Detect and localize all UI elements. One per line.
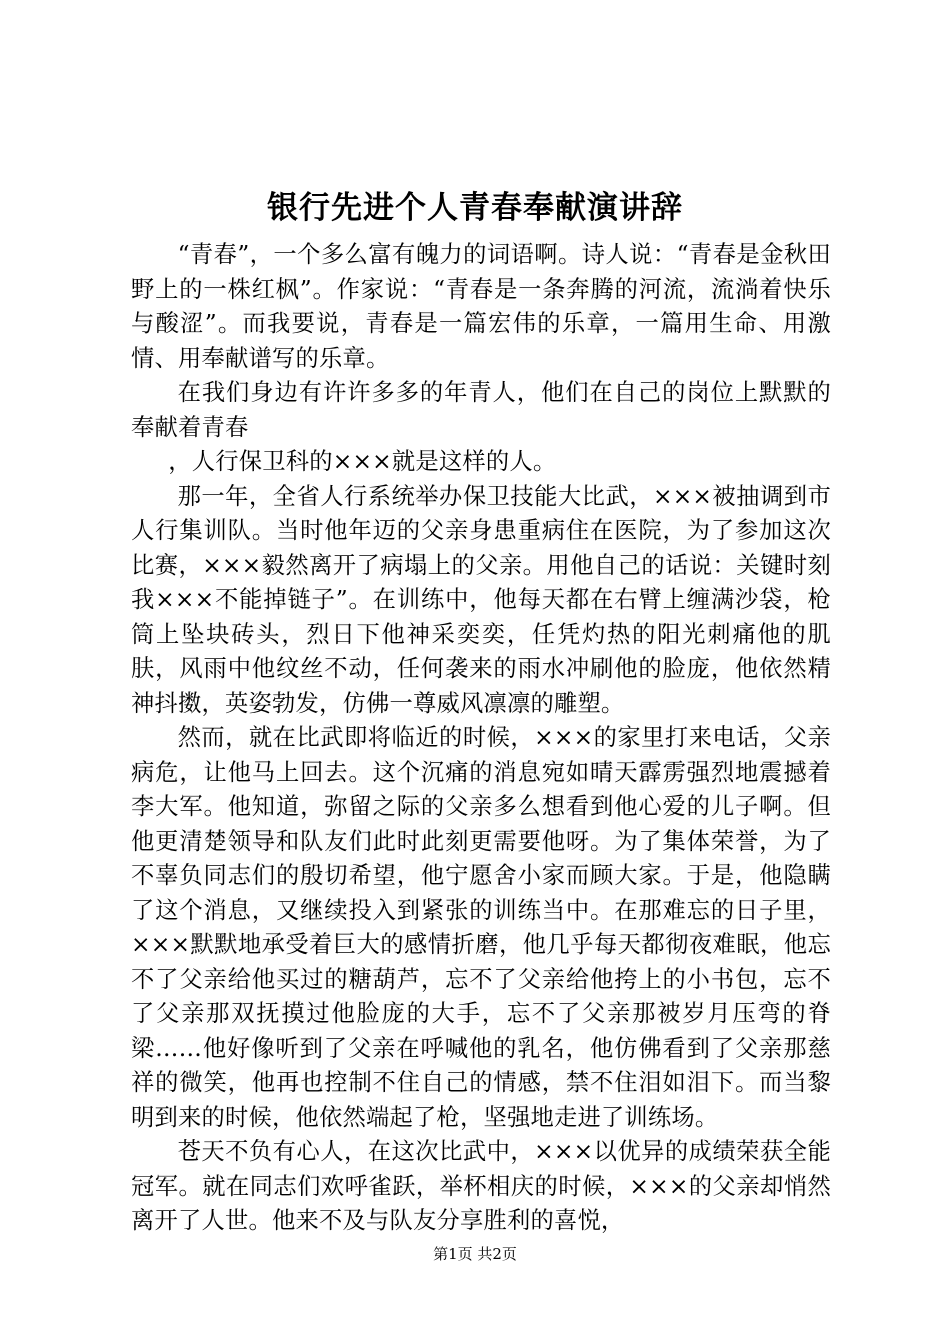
paragraph-6: 苍天不负有心人，在这次比武中，×××以优异的成绩荣获全能冠军。就在同志们欢呼雀跃，举杯相庆的时候，×××的父亲却悄然离开了人世。他来不及与队友分享胜利的喜悦， <box>131 1138 831 1234</box>
paragraph-2: 在我们身边有许许多多的年青人，他们在自己的岗位上默默的奉献着青春 <box>131 379 831 441</box>
paragraph-3: ，人行保卫科的×××就是这样的人。 <box>168 448 557 475</box>
paragraph-1: “青春”，一个多么富有魄力的词语啊。诗人说：“青春是金秋田野上的一株红枫”。作家说：“青春是一条奔腾的河流，流淌着快乐与酸涩”。而我要说，青春是一篇宏伟的乐章，一篇用生命、用激情、用奉献谱写的乐章。 <box>131 241 831 372</box>
paragraph-5: 然而，就在比武即将临近的时候，×××的家里打来电话，父亲病危，让他马上回去。这个沉痛的消息宛如晴天霹雳强烈地震撼着李大军。他知道，弥留之际的父亲多么想看到他心爱的儿子啊。但他更清楚领导和队友们此时此刻更需要他呀。为了集体荣誉，为了不辜负同志们的殷切希望，他宁愿舍小家而顾大家。于是，他隐瞒了这个消息，又继续投入到紧张的训练当中。在那难忘的日子里，×××默默地承受着巨大的感情折磨，他几乎每天都彻夜难眠，他忘不了父亲给他买过的糖葫芦，忘不了父亲给他挎上的小书包，忘不了父亲那双抚摸过他脸庞的大手，忘不了父亲那被岁月压弯的脊梁……他好像听到了父亲在呼喊他的乳名，他仿佛看到了父亲那慈祥的微笑，他再也控制不住自己的情感，禁不住泪如泪下。而当黎明到来的时候，他依然端起了枪，坚强地走进了训练场。 <box>131 724 831 1131</box>
document-body <box>131 238 831 1239</box>
paragraph-4: 那一年，全省人行系统举办保卫技能大比武，×××被抽调到市人行集训队。当时他年迈的父亲身患重病住在医院，为了参加这次比赛，×××毅然离开了病塌上的父亲。用他自己的话说：关键时刻我×××不能掉链子”。在训练中，他每天都在右臂上缠满沙袋，枪筒上坠块砖头，烈日下他神采奕奕，任凭灼热的阳光刺痛他的肌肤，风雨中他纹丝不动，任何袭来的雨水冲刷他的脸庞，他依然精神抖擞，英姿勃发，仿佛一尊威风凛凛的雕塑。 <box>131 482 831 717</box>
page-footer: 第1页 共2页 <box>433 1245 517 1263</box>
document-title: 银行先进个人青春奉献演讲辞 <box>267 190 683 226</box>
